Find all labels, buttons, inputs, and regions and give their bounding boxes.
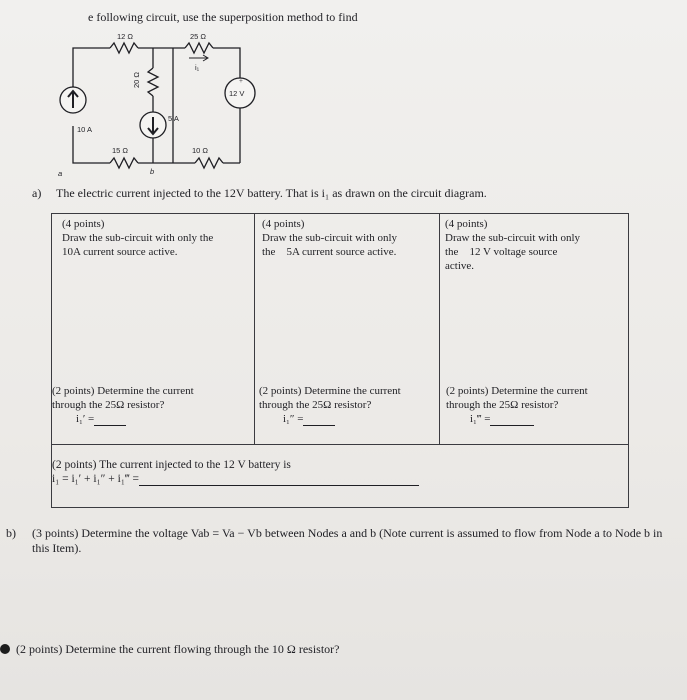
label-r10: 10 Ω: [192, 146, 209, 155]
svg-text:+: +: [239, 77, 243, 85]
part-a-label: a): [32, 186, 42, 200]
circuit-diagram: [55, 28, 275, 178]
label-i1: i₁: [195, 63, 200, 72]
table-divider: [439, 214, 440, 444]
label-r25: 25 Ω: [190, 32, 207, 41]
part-b-label: b): [6, 526, 16, 540]
label-i10: 10 A: [77, 125, 93, 134]
label-r15: 15 Ω: [112, 146, 129, 155]
part-c-bullet: [0, 644, 10, 654]
label-r20: 20 Ω: [132, 71, 141, 88]
answer-i1-triple-prime: (2 points) Determine the current through the 25Ω resistor? i₁‴ =: [446, 385, 588, 425]
label-i5: 5 A: [168, 114, 179, 123]
part-a-question: The electric current injected to the 12V battery. That is i₁ as drawn on the circuit diagram.: [56, 186, 487, 200]
subcircuit-5a-cell[interactable]: (4 points) Draw the sub-circuit with only the 5A current source active.: [262, 218, 398, 258]
problem-header: e following circuit, use the superposition method to find: [88, 10, 358, 24]
label-node-a: a: [58, 169, 63, 178]
label-node-b: b: [150, 167, 155, 176]
table-divider: [254, 214, 255, 444]
part-b-question: (3 points) Determine the voltage Vab = Va − Vb between Nodes a and b (Note current is assumed to flow from Node a to Node b in this Item).: [32, 526, 663, 555]
answer-table: [51, 213, 629, 508]
table-divider: [52, 444, 628, 445]
answer-i1-prime: (2 points) Determine the current through the 25Ω resistor? i₁′ =: [52, 385, 194, 425]
label-r12: 12 Ω: [117, 32, 134, 41]
answer-total-i1: (2 points) The current injected to the 12 V battery is i₁ = i₁′ + i₁″ + i₁‴ =: [52, 458, 419, 486]
label-v12: 12 V: [229, 89, 245, 98]
subcircuit-12v-cell[interactable]: (4 points) Draw the sub-circuit with only the 12 V voltage source active.: [445, 218, 581, 272]
subcircuit-10a-cell[interactable]: (4 points) Draw the sub-circuit with only the 10A current source active.: [62, 218, 214, 258]
part-c-question: (2 points) Determine the current flowing through the 10 Ω resistor?: [16, 642, 340, 656]
answer-i1-double-prime: (2 points) Determine the current through the 25Ω resistor? i₁″ =: [259, 385, 401, 425]
